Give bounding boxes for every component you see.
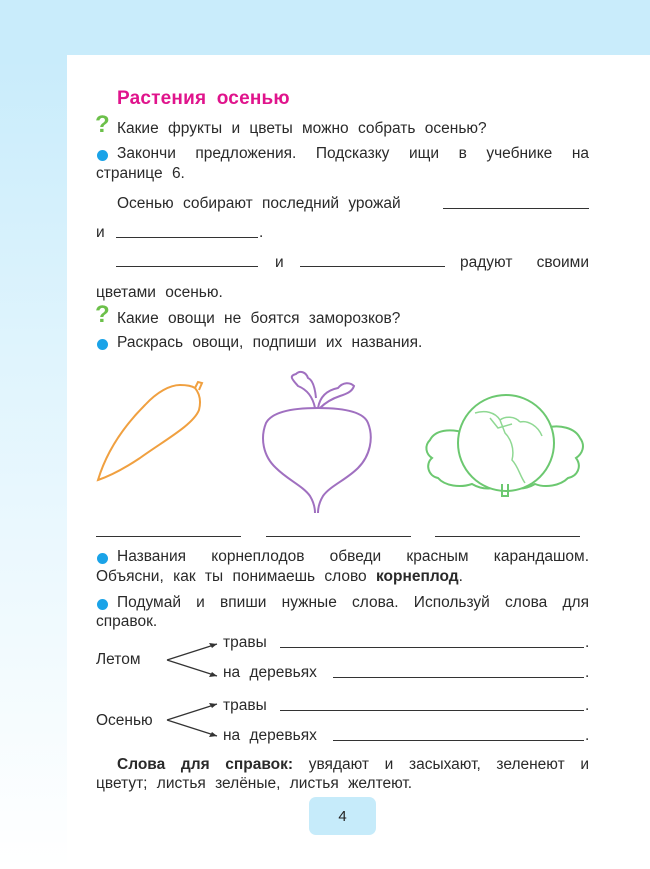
period: .	[585, 634, 590, 651]
question-mark-icon: ?	[95, 111, 110, 138]
task-bullet-icon	[97, 553, 108, 564]
answer-grass-summer[interactable]	[280, 647, 584, 648]
branch-arrows-icon	[165, 638, 225, 688]
reference-words	[117, 756, 589, 774]
cabbage-drawing[interactable]	[420, 388, 590, 498]
task-explain-prefix: Объясни, как ты понимаешь слово	[96, 568, 367, 585]
task-root-vegetables: Названия корнеплодов обведи красным карандашом.	[117, 548, 589, 565]
task-bullet-icon	[97, 599, 108, 610]
sentence1-period: .	[259, 224, 264, 241]
sentence1-and: и	[96, 224, 105, 241]
sentence2-and: и	[275, 254, 284, 271]
sentence2-text-cont: цветами осенью.	[96, 284, 223, 301]
answer-blank-1[interactable]	[443, 208, 589, 209]
period: .	[585, 727, 590, 744]
reference-label: Слова для справок:	[117, 756, 294, 773]
task-bullet-icon	[97, 150, 108, 161]
period: .	[585, 697, 590, 714]
task-complete-sentences-cont: странице 6.	[96, 165, 185, 182]
task-fill-words: Подумай и впиши нужные слова. Используй слова для	[117, 594, 589, 611]
branch-grass-summer: травы	[223, 634, 267, 651]
carrot-name-blank[interactable]	[96, 536, 241, 537]
task-fill-words-cont: справок.	[96, 613, 158, 630]
question-mark-icon: ?	[95, 301, 110, 328]
period: .	[585, 664, 590, 681]
page-number: 4	[309, 797, 376, 835]
answer-blank-2[interactable]	[116, 237, 258, 238]
task-color-vegetables: Раскрась овощи, подпиши их названия.	[117, 334, 423, 351]
task-bullet-icon	[97, 339, 108, 350]
cabbage-name-blank[interactable]	[435, 536, 580, 537]
page-title: Растения осенью	[117, 88, 290, 109]
answer-blank-3[interactable]	[116, 266, 258, 267]
task-explain-word	[96, 568, 463, 586]
answer-blank-4[interactable]	[300, 266, 445, 267]
beet-drawing[interactable]	[258, 368, 378, 513]
label-summer: Летом	[96, 651, 141, 668]
answer-trees-summer[interactable]	[333, 677, 584, 678]
sentence1-text: Осенью собирают последний урожай	[117, 195, 401, 212]
label-autumn: Осенью	[96, 712, 153, 729]
reference-words-cont: цветут; листья зелёные, листья желтеют.	[96, 775, 413, 792]
task-complete-sentences: Закончи предложения. Подсказку ищи в учебнике на	[117, 145, 589, 162]
answer-trees-autumn[interactable]	[333, 740, 584, 741]
branch-trees-summer: на деревьях	[223, 664, 317, 681]
beet-name-blank[interactable]	[266, 536, 411, 537]
branch-grass-autumn: травы	[223, 697, 267, 714]
sentence2-text: радуют своими	[460, 254, 589, 271]
term-root-vegetable: корнеплод	[375, 568, 459, 585]
branch-arrows-icon	[165, 700, 225, 750]
task-explain-period: .	[458, 568, 463, 585]
answer-grass-autumn[interactable]	[280, 710, 584, 711]
branch-trees-autumn: на деревьях	[223, 727, 317, 744]
question-frost-vegetables: Какие овощи не боятся заморозков?	[117, 310, 401, 327]
carrot-drawing[interactable]	[95, 380, 215, 490]
reference-text: увядают и засыхают, зеленеют и	[308, 756, 589, 773]
question-fruits-flowers: Какие фрукты и цветы можно собрать осенью?	[117, 120, 487, 137]
